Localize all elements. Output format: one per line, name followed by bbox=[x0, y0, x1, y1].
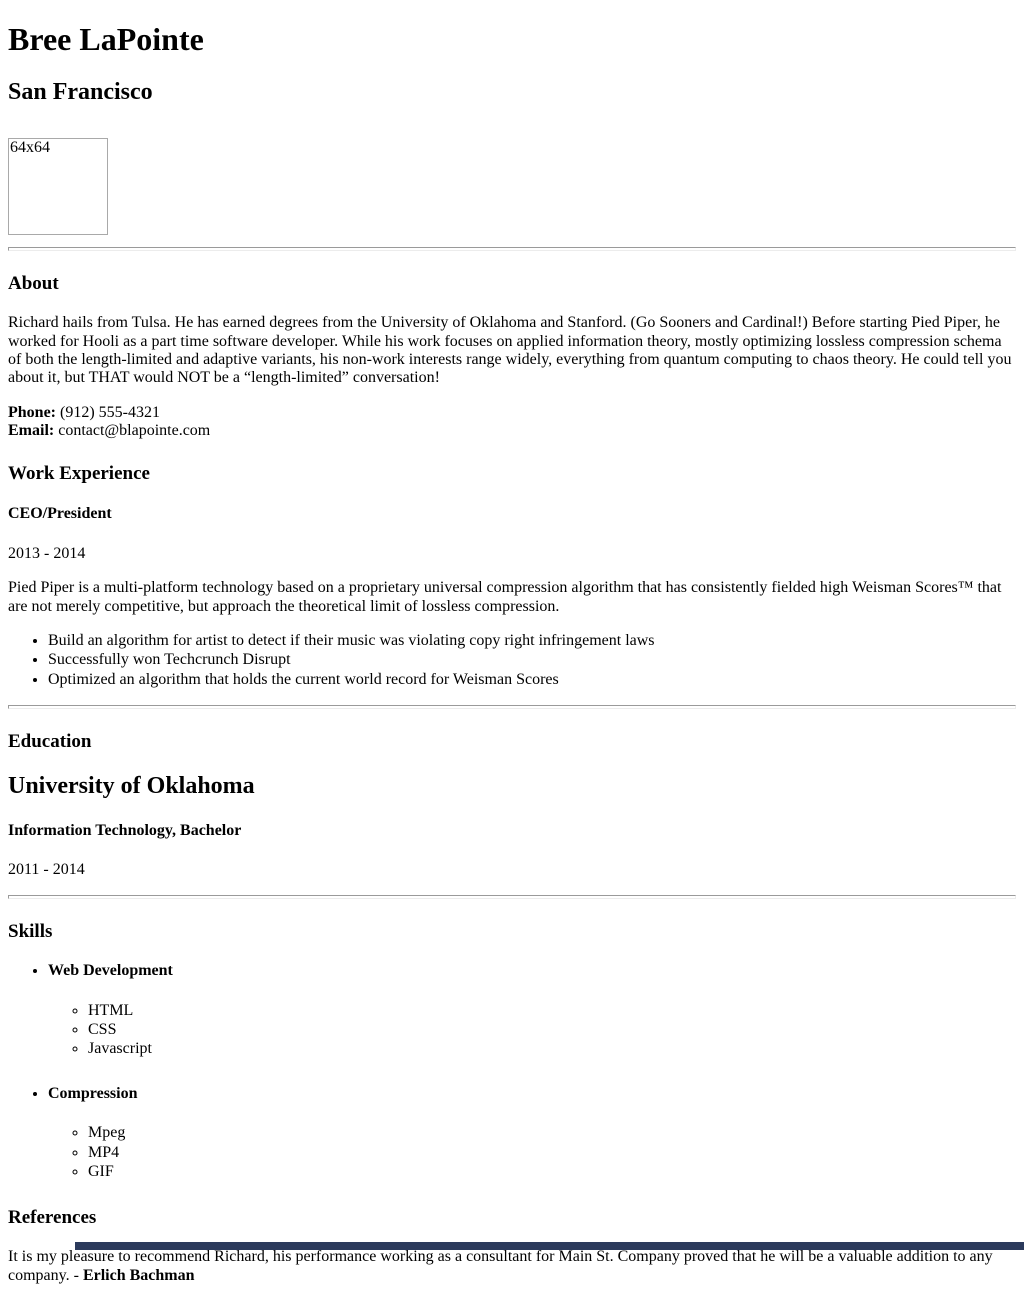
skill-category bbox=[48, 962, 1016, 1059]
skill-category bbox=[48, 1085, 1016, 1182]
job-highlight-item: • Optimized an algorithm that holds the current world record for Weisman Scores bbox=[48, 671, 1016, 689]
skill-item: ◦ CSS bbox=[88, 1021, 1016, 1039]
contact-block bbox=[8, 404, 1016, 441]
education-dates: 2011 - 2014 bbox=[8, 861, 1016, 879]
email-label: Email: bbox=[8, 422, 54, 439]
about-bio: Richard hails from Tulsa. He has earned degrees from the University of Oklahoma and Stanford. (Go Sooners and Cardinal!) Before starting Pied Piper, he worked for Hooli as a part time software developer. While his work focuses on applied information theory, mostly optimizing lossless compression schema of both the length-limited and adaptive variants, his non-work interests range widely, everything from quantum computing to chaos theory. He could tell you about it, but THAT would NOT be a “length-limited” conversation! bbox=[8, 314, 1016, 388]
about-heading: About bbox=[8, 273, 1016, 295]
section-divider bbox=[8, 247, 1016, 251]
job-highlight-item: • Successfully won Techcrunch Disrupt bbox=[48, 651, 1016, 669]
skill-items-list bbox=[48, 1124, 1016, 1181]
reference-quote bbox=[8, 1248, 1016, 1285]
section-divider bbox=[8, 705, 1016, 709]
skill-item: ◦ MP4 bbox=[88, 1144, 1016, 1162]
job-title: CEO/President bbox=[8, 505, 1016, 523]
page-title: Bree LaPointe bbox=[8, 21, 1016, 58]
school-name: University of Oklahoma bbox=[8, 773, 1016, 801]
job-highlights-list bbox=[8, 632, 1016, 689]
job-summary: Pied Piper is a multi-platform technology based on a proprietary universal compression algorithm that has consistently fielded high Weisman Scores™ that are not merely competitive, but approach the theoretical limit of lossless compression. bbox=[8, 579, 1016, 616]
phone-label: Phone: bbox=[8, 404, 56, 421]
references-heading: References bbox=[8, 1207, 1016, 1229]
profile-photo-placeholder bbox=[8, 138, 108, 235]
skill-item: ◦ GIF bbox=[88, 1163, 1016, 1181]
skills-heading: Skills bbox=[8, 921, 1016, 943]
skill-item: ◦ Mpeg bbox=[88, 1124, 1016, 1142]
referee-name: Erlich Bachman bbox=[83, 1267, 195, 1284]
work-experience-section bbox=[8, 463, 1016, 690]
skill-item: ◦ Javascript bbox=[88, 1040, 1016, 1058]
job-highlight-item: • Build an algorithm for artist to detect if their music was violating copy right infringement laws bbox=[48, 632, 1016, 650]
education-heading: Education bbox=[8, 731, 1016, 753]
location-heading: San Francisco bbox=[8, 79, 1016, 107]
about-section bbox=[8, 273, 1016, 440]
bottom-bar bbox=[75, 1242, 1024, 1250]
email-value: contact@blapointe.com bbox=[58, 422, 210, 439]
skill-category-name: • Web Development bbox=[48, 962, 1016, 980]
skill-item: ◦ HTML bbox=[88, 1002, 1016, 1020]
phone-value: (912) 555-4321 bbox=[60, 404, 160, 421]
reference-text: It is my pleasure to recommend Richard, his performance working as a consultant for Main St. Company proved that he will be a valuable addition to any company. - bbox=[8, 1248, 993, 1283]
skill-category-name: • Compression bbox=[48, 1085, 1016, 1103]
photo-alt-text: 64x64 bbox=[9, 139, 50, 157]
degree-name: Information Technology, Bachelor bbox=[8, 822, 1016, 840]
education-section bbox=[8, 731, 1016, 879]
section-divider bbox=[8, 895, 1016, 899]
work-experience-heading: Work Experience bbox=[8, 463, 1016, 485]
skill-items-list bbox=[48, 1002, 1016, 1059]
resume-page bbox=[8, 21, 1016, 1285]
job-dates: 2013 - 2014 bbox=[8, 545, 1016, 563]
skills-section bbox=[8, 921, 1016, 1181]
skills-list bbox=[8, 962, 1016, 1181]
